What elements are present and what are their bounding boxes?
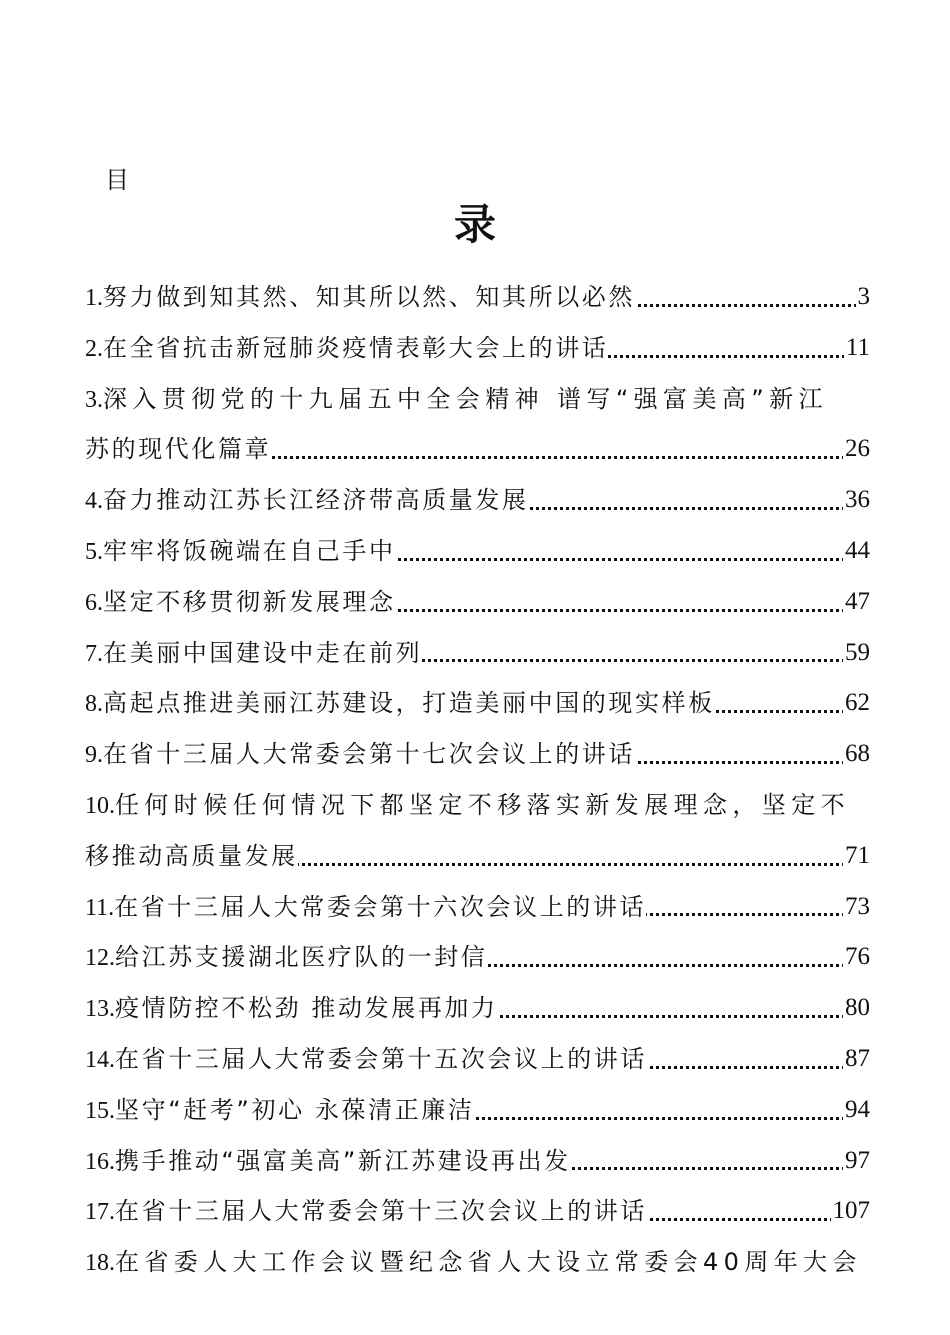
toc-entry-title [85, 639, 422, 667]
toc-entry[interactable] [85, 577, 870, 628]
toc-entry-title [85, 1197, 647, 1225]
toc-entry-number: 8. [85, 691, 103, 718]
toc-entry-title [85, 893, 646, 921]
toc-entry-number: 7. [85, 640, 103, 667]
toc-entry-text: 在省十三届人大常委会第十五次会议上的讲话 [115, 1044, 647, 1073]
toc-entry-page-number: 44 [843, 526, 870, 577]
toc-entry[interactable] [85, 1237, 870, 1288]
toc-entry-number: 15. [85, 1097, 115, 1124]
toc-entry[interactable] [85, 831, 870, 882]
toc-entry-title [85, 385, 828, 413]
toc-entry-title [85, 537, 396, 565]
toc-entry[interactable] [85, 780, 870, 831]
toc-entry-text: 在省十三届人大常委会第十三次会议上的讲话 [115, 1197, 647, 1226]
toc-entry[interactable] [85, 932, 870, 983]
toc-entry-page-number: 36 [843, 475, 870, 526]
toc-entry-text: 奋力推动江苏长江经济带高质量发展 [103, 486, 529, 515]
toc-entry-title [85, 740, 635, 768]
toc-entry-text: 在省十三届人大常委会第十六次会议上的讲话 [114, 892, 647, 921]
toc-entry[interactable] [85, 729, 870, 780]
toc-entry-number: 12. [85, 945, 115, 972]
toc-entry-text: 移推动高质量发展 [85, 841, 298, 870]
toc-entry-text: 坚定不移贯彻新发展理念 [103, 587, 396, 616]
toc-entry[interactable] [85, 323, 870, 374]
toc-entry-page-number: 3 [856, 272, 871, 323]
toc-entry-page-number: 73 [843, 882, 870, 933]
toc-entry-text: 深入贯彻党的十九届五中全会精神 谱写“强富美高”新江 [103, 384, 828, 413]
toc-entry-page-number: 47 [843, 577, 870, 628]
toc-entry-title [85, 1096, 475, 1124]
toc-entry-title [85, 486, 529, 514]
toc-heading-char-2: 录 [453, 200, 496, 249]
toc-entry-number: 18. [85, 1250, 115, 1277]
toc-heading-char-1: 目 [105, 166, 129, 194]
toc-entry-page-number: 97 [843, 1136, 870, 1187]
toc-entry-number: 9. [85, 742, 103, 769]
toc-entry-text: 坚守“赶考”初心 永葆清正廉洁 [115, 1095, 475, 1124]
toc-entry-page-number: 11 [844, 323, 870, 374]
toc-entry-page-number: 87 [843, 1034, 870, 1085]
toc-entry-number: 14. [85, 1046, 115, 1073]
toc-entry-page-number: 107 [831, 1186, 871, 1237]
toc-entry[interactable] [85, 678, 870, 729]
toc-entry-number: 11. [85, 894, 115, 921]
toc-entry-number: 10. [85, 792, 115, 819]
toc-entry-title [85, 588, 396, 616]
toc-entry-text: 高起点推进美丽江苏建设，打造美丽中国的现实样板 [103, 689, 715, 718]
toc-entry-title [85, 1147, 571, 1175]
toc-entry-title [85, 689, 715, 717]
toc-entry[interactable] [85, 424, 870, 475]
toc-entry[interactable] [85, 983, 870, 1034]
toc-entry-page-number: 80 [843, 983, 870, 1034]
toc-entry-page-number: 68 [843, 729, 870, 780]
toc-entry-text: 苏的现代化篇章 [85, 435, 272, 464]
toc-entry-text: 在美丽中国建设中走在前列 [103, 638, 423, 667]
toc-entry[interactable] [85, 1136, 870, 1187]
toc-entry-page-number: 76 [843, 932, 870, 983]
toc-entry-number: 5. [85, 538, 103, 565]
toc-entry[interactable] [85, 1186, 870, 1237]
toc-entry-page-number: 26 [843, 424, 870, 475]
toc-entry-title [85, 435, 271, 463]
toc-entry-page-number: 59 [843, 628, 870, 679]
toc-entry-text: 携手推动“强富美高”新江苏建设再出发 [115, 1146, 571, 1175]
toc-entry-title [85, 283, 635, 311]
toc-entry[interactable] [85, 374, 870, 425]
table-of-contents [85, 272, 870, 1288]
toc-entry[interactable] [85, 272, 870, 323]
toc-entry-title [85, 334, 608, 362]
toc-entry-number: 3. [85, 386, 103, 413]
toc-entry-text: 在省十三届人大常委会第十七次会议上的讲话 [103, 740, 635, 769]
toc-entry-text: 给江苏支援湖北医疗队的一封信 [115, 943, 488, 972]
toc-entry-number: 17. [85, 1199, 115, 1226]
toc-entry-number: 4. [85, 488, 103, 515]
toc-entry-title [85, 943, 487, 971]
toc-entry-page-number: 62 [843, 678, 870, 729]
toc-entry-number: 13. [85, 996, 115, 1023]
toc-entry-page-number: 94 [843, 1085, 870, 1136]
toc-entry[interactable] [85, 475, 870, 526]
toc-entry[interactable] [85, 1085, 870, 1136]
toc-entry-text: 任何时候任何情况下都坚定不移落实新发展理念，坚定不 [115, 790, 850, 819]
toc-entry-text: 在全省抗击新冠肺炎疫情表彰大会上的讲话 [103, 333, 609, 362]
toc-entry-number: 16. [85, 1148, 115, 1175]
toc-entry-number: 1. [85, 285, 103, 311]
toc-entry-number: 2. [85, 335, 103, 362]
toc-entry-number: 6. [85, 589, 103, 616]
toc-entry-page-number: 71 [843, 831, 870, 882]
toc-entry[interactable] [85, 882, 870, 933]
toc-entry-title [85, 791, 850, 819]
toc-entry-title [85, 1045, 647, 1073]
toc-entry-text: 努力做到知其然、知其所以然、知其所以必然 [103, 283, 635, 311]
toc-entry[interactable] [85, 628, 870, 679]
toc-entry-text: 疫情防控不松劲 推动发展再加力 [115, 994, 498, 1023]
toc-entry-text: 牢牢将饭碗端在自己手中 [103, 536, 396, 565]
toc-entry-title [85, 1248, 862, 1276]
toc-entry-title [85, 842, 298, 870]
toc-entry[interactable] [85, 1034, 870, 1085]
toc-entry-text: 在省委人大工作会议暨纪念省人大设立常委会40周年大会 [115, 1248, 862, 1277]
toc-entry[interactable] [85, 526, 870, 577]
toc-entry-title [85, 994, 498, 1022]
